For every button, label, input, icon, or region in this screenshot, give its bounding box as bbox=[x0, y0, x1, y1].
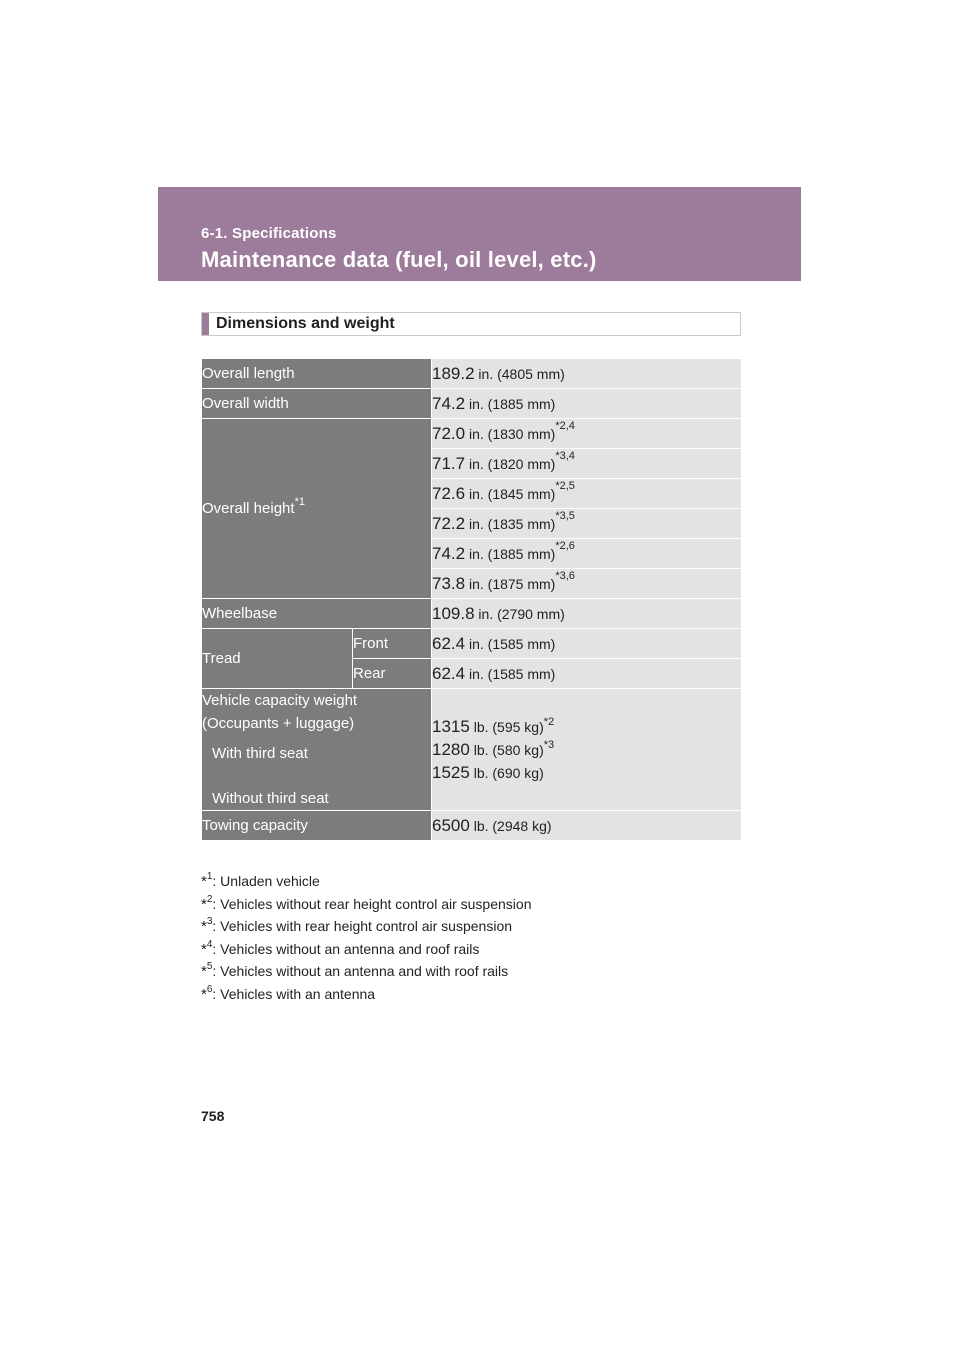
tread-label: Tread bbox=[202, 629, 353, 689]
towing-label: Towing capacity bbox=[202, 811, 432, 841]
capacity-title: Vehicle capacity weight bbox=[202, 692, 358, 709]
footnotes bbox=[201, 870, 531, 1006]
overall-height-value: 73.8 in. (1875 mm)$^{*3,6}$ bbox=[432, 569, 742, 599]
footnote: *$^2$: Vehicles without rear height control air suspension bbox=[201, 893, 532, 913]
capacity-value-line: 1525 lb. (690 kg) bbox=[432, 763, 544, 782]
table-row-overall-length bbox=[202, 359, 742, 389]
page-number: 758 bbox=[201, 1108, 225, 1124]
overall-length-value: 189.2 in. (4805 mm) bbox=[432, 359, 742, 389]
table-row-towing bbox=[202, 811, 742, 841]
capacity-label bbox=[202, 689, 432, 811]
wheelbase-label: Wheelbase bbox=[202, 599, 432, 629]
tread-front-value: 62.4 in. (1585 mm) bbox=[432, 629, 742, 659]
table-row-capacity bbox=[202, 689, 742, 811]
overall-width-label: Overall width bbox=[202, 389, 432, 419]
overall-height-value: 71.7 in. (1820 mm)$^{*3,4}$ bbox=[432, 449, 742, 479]
overall-height-value: 72.2 in. (1835 mm)$^{*3,5}$ bbox=[432, 509, 742, 539]
capacity-subtitle: (Occupants + luggage) bbox=[202, 715, 355, 732]
capacity-with-third-seat: With third seat bbox=[212, 745, 308, 762]
capacity-value-line: 1315 lb. (595 kg)$^{*2}$ bbox=[432, 716, 555, 736]
capacity-value-line: 1280 lb. (580 kg)$^{*3}$ bbox=[432, 739, 555, 759]
section-header bbox=[158, 187, 801, 281]
tread-rear-value: 62.4 in. (1585 mm) bbox=[432, 659, 742, 689]
towing-value: 6500 lb. (2948 kg) bbox=[432, 811, 742, 841]
overall-height-value: 72.0 in. (1830 mm)$^{*2,4}$ bbox=[432, 419, 742, 449]
footnote: *$^3$: Vehicles with rear height control air suspension bbox=[201, 916, 513, 936]
table-row-wheelbase bbox=[202, 599, 742, 629]
footnote: *$^1$: Unladen vehicle bbox=[201, 871, 320, 890]
capacity-value bbox=[432, 689, 742, 811]
tread-front-label: Front bbox=[353, 629, 432, 659]
table-row-overall-height bbox=[202, 419, 742, 449]
specifications-table bbox=[201, 358, 742, 841]
footnote: *$^5$: Vehicles without an antenna and with roof rails bbox=[201, 961, 509, 981]
subheading-accent-bar bbox=[202, 313, 209, 335]
overall-height-label: Overall height$^{*1}$ bbox=[202, 419, 432, 599]
overall-length-label: Overall length bbox=[202, 359, 432, 389]
subheading bbox=[201, 312, 741, 336]
footnote: *$^4$: Vehicles without an antenna and roof rails bbox=[201, 938, 480, 958]
table-row-overall-width bbox=[202, 389, 742, 419]
capacity-without-third-seat: Without third seat bbox=[212, 790, 329, 807]
table-row-tread-front bbox=[202, 629, 742, 659]
overall-width-value: 74.2 in. (1885 mm) bbox=[432, 389, 742, 419]
overall-height-value: 72.6 in. (1845 mm)$^{*2,5}$ bbox=[432, 479, 742, 509]
page-title: Maintenance data (fuel, oil level, etc.) bbox=[201, 247, 597, 272]
overall-height-value: 74.2 in. (1885 mm)$^{*2,6}$ bbox=[432, 539, 742, 569]
wheelbase-value: 109.8 in. (2790 mm) bbox=[432, 599, 742, 629]
tread-rear-label: Rear bbox=[353, 659, 432, 689]
subheading-text: Dimensions and weight bbox=[216, 315, 395, 332]
section-label: 6-1. Specifications bbox=[201, 225, 337, 242]
footnote: *$^6$: Vehicles with an antenna bbox=[201, 983, 376, 1003]
